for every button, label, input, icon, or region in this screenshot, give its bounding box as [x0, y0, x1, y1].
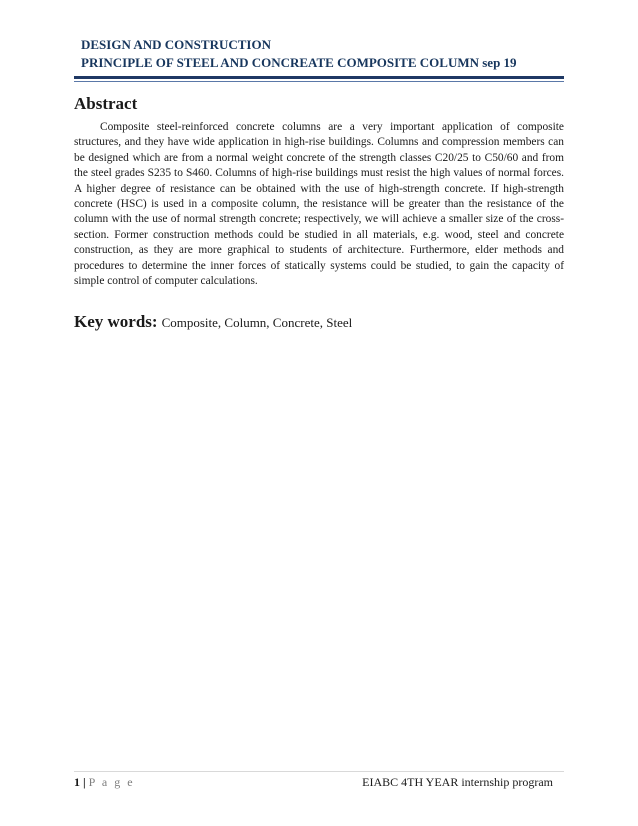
- header-title-line-2: PRINCIPLE OF STEEL AND CONCREATE COMPOSITE COLUMN sep 19: [81, 55, 517, 70]
- header-divider-thin: [74, 81, 564, 82]
- page-separator: |: [83, 775, 86, 789]
- footer-page-indicator: [74, 775, 135, 790]
- abstract-paragraph: Composite steel-reinforced concrete columns are a very important application of composite structures, and they have wide application in high-rise buildings. Columns and compression members can be designed which are from a normal weight concrete of the strength classes C20/25 to C50/60 and from the steel grades S235 to S460. Columns of high-rise buildings must resist the high values of normal forces. A higher degree of resistance can be obtained with the use of high-strength concrete. If high-strength concrete (HSC) is used in a composite column, the resistance will be greater than the resistance of the column with the use of normal strength concrete; respectively, we will achieve a smaller size of the cross-section. Former construction methods could be studied in all materials, e.g. wood, steel and concrete construction, as they are more graphical to students of architecture. Furthermore, elder methods and procedures to determine the inner forces of statically systems could be studied, to gain the capacity of simple control of computer calculations.: [74, 121, 564, 288]
- page-number: 1: [74, 775, 80, 789]
- document-header: [81, 36, 571, 72]
- footer-divider: [74, 771, 564, 772]
- page-word: P a g e: [88, 775, 135, 789]
- header-title-line-1: DESIGN AND CONSTRUCTION: [81, 37, 271, 52]
- header-divider-thick: [74, 76, 564, 79]
- keywords-label: Key words:: [74, 312, 158, 331]
- abstract-heading: Abstract: [74, 94, 138, 113]
- keywords-line: [74, 312, 564, 332]
- footer-program-text: EIABC 4TH YEAR internship program: [362, 775, 553, 789]
- keywords-values: Composite, Column, Concrete, Steel: [161, 315, 353, 330]
